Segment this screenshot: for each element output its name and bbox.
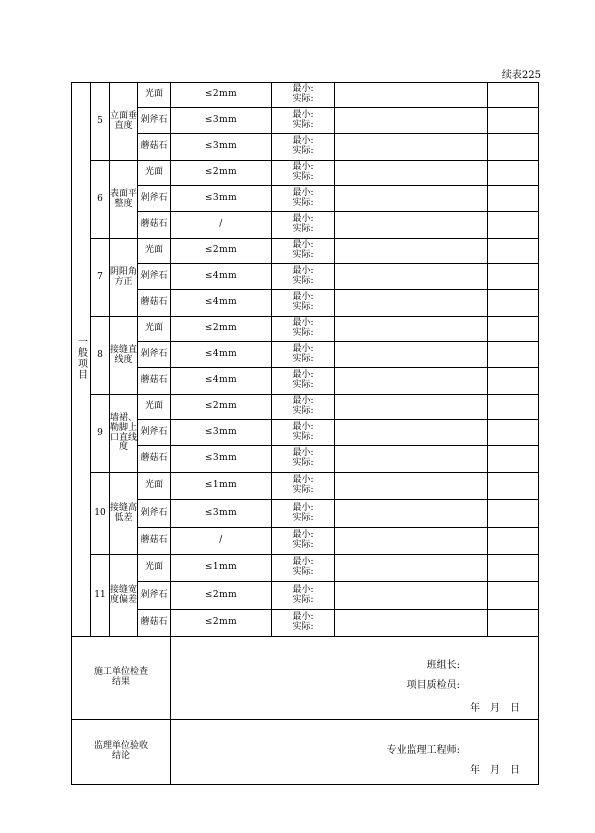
inspection-table bbox=[71, 82, 539, 785]
min-label: 最小: bbox=[292, 84, 314, 95]
stone-type: 蘑菇石 bbox=[138, 290, 171, 317]
min-label: 最小: bbox=[292, 318, 314, 329]
measurement-cell[interactable] bbox=[272, 446, 335, 473]
date-label: 年 月 日 bbox=[470, 765, 520, 776]
table-row bbox=[72, 186, 539, 212]
result-cell[interactable] bbox=[335, 317, 488, 342]
result-cell[interactable] bbox=[335, 83, 488, 108]
measurement-cell[interactable] bbox=[272, 395, 335, 420]
tolerance-value: ≤3mm bbox=[171, 500, 272, 528]
actual-label: 实际: bbox=[292, 353, 314, 364]
measurement-cell[interactable] bbox=[272, 134, 335, 161]
result-cell[interactable] bbox=[335, 500, 488, 528]
actual-label: 实际: bbox=[292, 250, 314, 260]
tolerance-value: ≤3mm bbox=[171, 446, 272, 473]
tolerance-value: ≤2mm bbox=[171, 161, 272, 186]
measurement-cell[interactable] bbox=[272, 239, 335, 264]
stone-type: 蘑菇石 bbox=[138, 134, 171, 161]
item-number: 11 bbox=[91, 555, 110, 637]
measurement-cell[interactable] bbox=[272, 264, 335, 290]
tolerance-value: ≤4mm bbox=[171, 368, 272, 395]
remark-cell[interactable] bbox=[488, 239, 539, 264]
actual-label: 实际: bbox=[292, 512, 314, 523]
construction-label: 施工单位检查结果 bbox=[72, 637, 171, 720]
supervision-signature-area[interactable] bbox=[171, 720, 539, 785]
min-label: 最小: bbox=[292, 136, 314, 147]
remark-cell[interactable] bbox=[488, 446, 539, 473]
remark-cell[interactable] bbox=[488, 212, 539, 239]
item-name: 接缝宽度偏差 bbox=[110, 555, 138, 637]
min-label: 最小: bbox=[292, 240, 314, 251]
stone-type: 光面 bbox=[138, 83, 171, 108]
item-number: 7 bbox=[91, 239, 110, 317]
result-cell[interactable] bbox=[335, 239, 488, 264]
remark-cell[interactable] bbox=[488, 264, 539, 290]
inspector-label: 项目质检员: bbox=[406, 680, 460, 691]
actual-label: 实际: bbox=[292, 458, 314, 468]
table-row bbox=[72, 290, 539, 317]
stone-type: 剁斧石 bbox=[138, 186, 171, 212]
tolerance-value: ≤2mm bbox=[171, 610, 272, 637]
min-label: 最小: bbox=[292, 396, 314, 407]
remark-cell[interactable] bbox=[488, 528, 539, 555]
remark-cell[interactable] bbox=[488, 395, 539, 420]
result-cell[interactable] bbox=[335, 368, 488, 395]
item-name: 接缝高低差 bbox=[110, 473, 138, 555]
min-label: 最小: bbox=[292, 612, 314, 623]
actual-label: 实际: bbox=[292, 328, 314, 338]
result-cell[interactable] bbox=[335, 264, 488, 290]
measurement-cell[interactable] bbox=[272, 473, 335, 500]
measurement-cell[interactable] bbox=[272, 555, 335, 582]
table-row bbox=[72, 473, 539, 500]
table-row bbox=[72, 368, 539, 395]
table-row bbox=[72, 108, 539, 134]
item-name: 墙裙、勒脚上口直线度 bbox=[110, 395, 138, 473]
min-label: 最小: bbox=[292, 584, 314, 595]
stone-type: 蘑菇石 bbox=[138, 528, 171, 555]
remark-cell[interactable] bbox=[488, 161, 539, 186]
actual-label: 实际: bbox=[292, 567, 314, 577]
remark-cell[interactable] bbox=[488, 610, 539, 637]
result-cell[interactable] bbox=[335, 610, 488, 637]
measurement-cell[interactable] bbox=[272, 290, 335, 317]
actual-label: 实际: bbox=[292, 275, 314, 286]
min-label: 最小: bbox=[292, 475, 314, 486]
tolerance-value: ≤3mm bbox=[171, 134, 272, 161]
engineer-label: 专业监理工程师: bbox=[386, 745, 460, 756]
tolerance-value: ≤3mm bbox=[171, 420, 272, 446]
min-label: 最小: bbox=[292, 557, 314, 568]
table-row bbox=[72, 555, 539, 582]
supervision-label: 监理单位验收结论 bbox=[72, 720, 171, 785]
tolerance-value: / bbox=[171, 212, 272, 239]
stone-type: 光面 bbox=[138, 239, 171, 264]
actual-label: 实际: bbox=[292, 431, 314, 442]
result-cell[interactable] bbox=[335, 395, 488, 420]
actual-label: 实际: bbox=[292, 594, 314, 605]
actual-label: 实际: bbox=[292, 94, 314, 104]
actual-label: 实际: bbox=[292, 406, 314, 416]
measurement-cell[interactable] bbox=[272, 420, 335, 446]
measurement-cell[interactable] bbox=[272, 582, 335, 610]
stone-type: 光面 bbox=[138, 395, 171, 420]
measurement-cell[interactable] bbox=[272, 161, 335, 186]
measurement-cell[interactable] bbox=[272, 317, 335, 342]
date-label: 年 月 日 bbox=[470, 703, 520, 714]
min-label: 最小: bbox=[292, 187, 314, 198]
table-row bbox=[72, 264, 539, 290]
actual-label: 实际: bbox=[292, 146, 314, 156]
team-leader-label: 班组长: bbox=[426, 660, 460, 671]
measurement-cell[interactable] bbox=[272, 83, 335, 108]
construction-row bbox=[72, 637, 539, 720]
measurement-cell[interactable] bbox=[272, 108, 335, 134]
item-number: 10 bbox=[91, 473, 110, 555]
stone-type: 光面 bbox=[138, 555, 171, 582]
result-cell[interactable] bbox=[335, 108, 488, 134]
item-number: 8 bbox=[91, 317, 110, 395]
measurement-cell[interactable] bbox=[272, 610, 335, 637]
continued-label: 续表225 bbox=[501, 70, 541, 81]
measurement-cell[interactable] bbox=[272, 212, 335, 239]
min-label: 最小: bbox=[292, 421, 314, 432]
stone-type: 剁斧石 bbox=[138, 342, 171, 368]
table-row bbox=[72, 134, 539, 161]
stone-type: 蘑菇石 bbox=[138, 610, 171, 637]
remark-cell[interactable] bbox=[488, 186, 539, 212]
measurement-cell[interactable] bbox=[272, 500, 335, 528]
item-name: 表面平整度 bbox=[110, 161, 138, 239]
table-row bbox=[72, 500, 539, 528]
result-cell[interactable] bbox=[335, 290, 488, 317]
min-label: 最小: bbox=[292, 109, 314, 120]
min-label: 最小: bbox=[292, 343, 314, 354]
actual-label: 实际: bbox=[292, 380, 314, 390]
tolerance-value: ≤3mm bbox=[171, 108, 272, 134]
remark-cell[interactable] bbox=[488, 342, 539, 368]
result-cell[interactable] bbox=[335, 342, 488, 368]
result-cell[interactable] bbox=[335, 161, 488, 186]
tolerance-value: ≤4mm bbox=[171, 264, 272, 290]
remark-cell[interactable] bbox=[488, 290, 539, 317]
item-number: 5 bbox=[91, 83, 110, 161]
remark-cell[interactable] bbox=[488, 582, 539, 610]
stone-type: 蘑菇石 bbox=[138, 368, 171, 395]
stone-type: 蘑菇石 bbox=[138, 212, 171, 239]
result-cell[interactable] bbox=[335, 582, 488, 610]
item-number: 6 bbox=[91, 161, 110, 239]
tolerance-value: ≤1mm bbox=[171, 555, 272, 582]
item-name: 立面垂直度 bbox=[110, 83, 138, 161]
remark-cell[interactable] bbox=[488, 420, 539, 446]
min-label: 最小: bbox=[292, 265, 314, 276]
actual-label: 实际: bbox=[292, 302, 314, 312]
measurement-cell[interactable] bbox=[272, 528, 335, 555]
tolerance-value: ≤2mm bbox=[171, 317, 272, 342]
remark-cell[interactable] bbox=[488, 500, 539, 528]
min-label: 最小: bbox=[292, 502, 314, 513]
actual-label: 实际: bbox=[292, 224, 314, 234]
remark-cell[interactable] bbox=[488, 108, 539, 134]
remark-cell[interactable] bbox=[488, 555, 539, 582]
tolerance-value: ≤3mm bbox=[171, 186, 272, 212]
actual-label: 实际: bbox=[292, 119, 314, 130]
tolerance-value: ≤4mm bbox=[171, 342, 272, 368]
table-row bbox=[72, 446, 539, 473]
tolerance-value: ≤2mm bbox=[171, 582, 272, 610]
table-row bbox=[72, 212, 539, 239]
construction-signature-area[interactable] bbox=[171, 637, 539, 720]
result-cell[interactable] bbox=[335, 212, 488, 239]
remark-cell[interactable] bbox=[488, 134, 539, 161]
stone-type: 光面 bbox=[138, 473, 171, 500]
actual-label: 实际: bbox=[292, 172, 314, 182]
stone-type: 剁斧石 bbox=[138, 264, 171, 290]
actual-label: 实际: bbox=[292, 622, 314, 632]
supervision-row bbox=[72, 720, 539, 785]
table-row bbox=[72, 317, 539, 342]
actual-label: 实际: bbox=[292, 485, 314, 495]
remark-cell[interactable] bbox=[488, 473, 539, 500]
stone-type: 剁斧石 bbox=[138, 582, 171, 610]
result-cell[interactable] bbox=[335, 186, 488, 212]
min-label: 最小: bbox=[292, 448, 314, 459]
min-label: 最小: bbox=[292, 370, 314, 381]
remark-cell[interactable] bbox=[488, 368, 539, 395]
stone-type: 蘑菇石 bbox=[138, 446, 171, 473]
item-name: 阴阳角方正 bbox=[110, 239, 138, 317]
table-row bbox=[72, 395, 539, 420]
table-row bbox=[72, 582, 539, 610]
min-label: 最小: bbox=[292, 292, 314, 303]
result-cell[interactable] bbox=[335, 446, 488, 473]
min-label: 最小: bbox=[292, 530, 314, 541]
stone-type: 剁斧石 bbox=[138, 108, 171, 134]
table-row bbox=[72, 342, 539, 368]
remark-cell[interactable] bbox=[488, 317, 539, 342]
stone-type: 剁斧石 bbox=[138, 420, 171, 446]
actual-label: 实际: bbox=[292, 197, 314, 208]
result-cell[interactable] bbox=[335, 473, 488, 500]
remark-cell[interactable] bbox=[488, 83, 539, 108]
table-row bbox=[72, 528, 539, 555]
stone-type: 光面 bbox=[138, 317, 171, 342]
tolerance-value: ≤2mm bbox=[171, 239, 272, 264]
stone-type: 光面 bbox=[138, 161, 171, 186]
tolerance-value: ≤2mm bbox=[171, 83, 272, 108]
table-row bbox=[72, 83, 539, 108]
section-label-text: 一般项目 bbox=[75, 335, 87, 380]
section-label bbox=[72, 83, 91, 637]
measurement-cell[interactable] bbox=[272, 342, 335, 368]
tolerance-value: / bbox=[171, 528, 272, 555]
min-label: 最小: bbox=[292, 162, 314, 173]
table-row bbox=[72, 610, 539, 637]
table-row bbox=[72, 420, 539, 446]
tolerance-value: ≤1mm bbox=[171, 473, 272, 500]
table-row bbox=[72, 161, 539, 186]
actual-label: 实际: bbox=[292, 540, 314, 550]
result-cell[interactable] bbox=[335, 528, 488, 555]
item-name: 接缝直线度 bbox=[110, 317, 138, 395]
min-label: 最小: bbox=[292, 214, 314, 225]
result-cell[interactable] bbox=[335, 420, 488, 446]
tolerance-value: ≤4mm bbox=[171, 290, 272, 317]
result-cell[interactable] bbox=[335, 134, 488, 161]
item-number: 9 bbox=[91, 395, 110, 473]
measurement-cell[interactable] bbox=[272, 186, 335, 212]
tolerance-value: ≤2mm bbox=[171, 395, 272, 420]
table-row bbox=[72, 239, 539, 264]
measurement-cell[interactable] bbox=[272, 368, 335, 395]
stone-type: 剁斧石 bbox=[138, 500, 171, 528]
result-cell[interactable] bbox=[335, 555, 488, 582]
